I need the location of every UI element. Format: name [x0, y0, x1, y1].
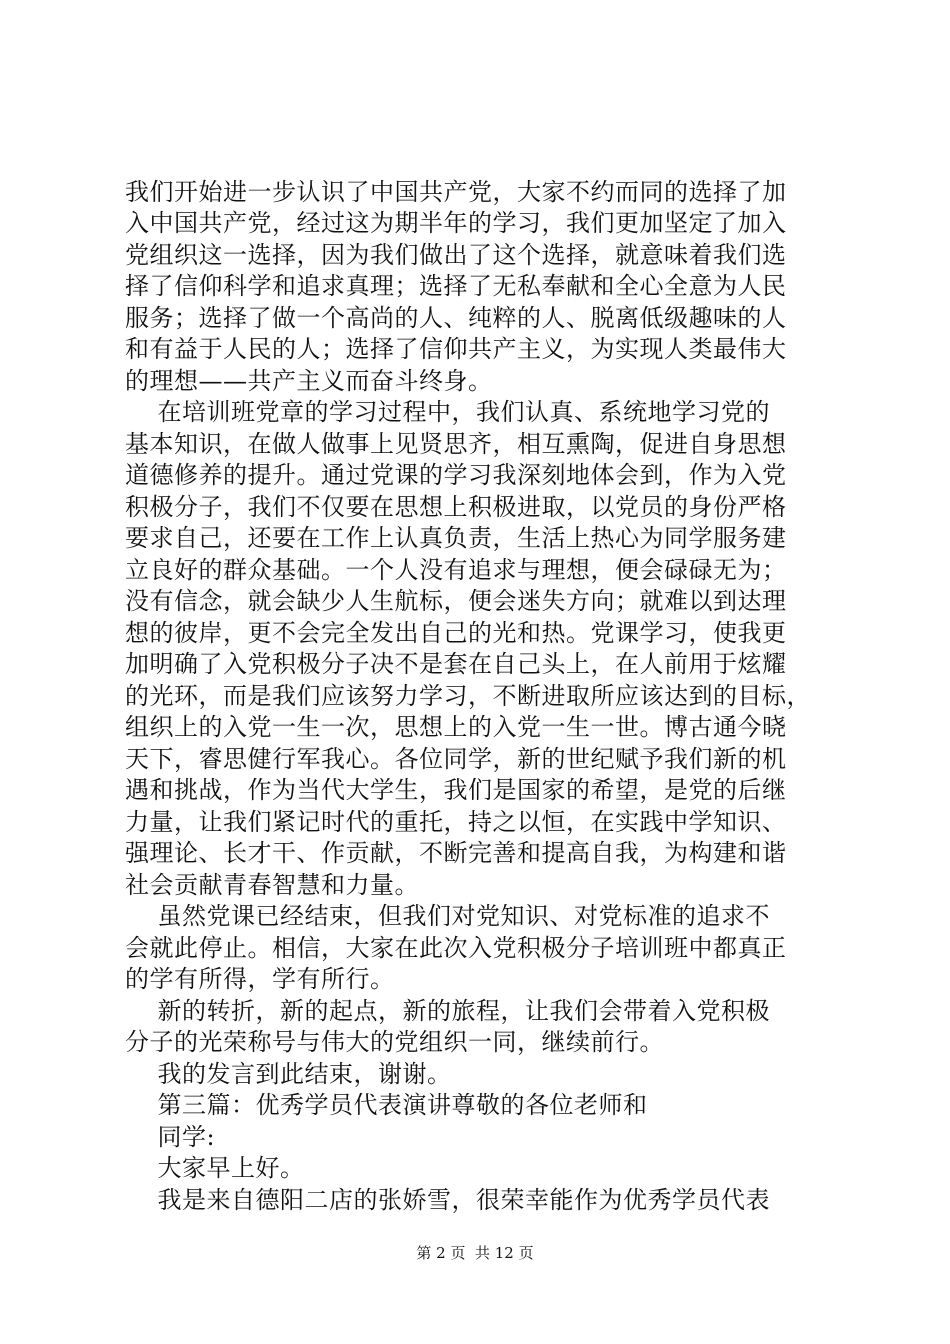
- text-line: 道德修养的提升。通过党课的学习我深刻地体会到，作为入党: [125, 461, 787, 489]
- text-line: 会就此停止。相信，大家在此次入党积极分子培训班中都真正: [125, 934, 787, 962]
- text-line: 要求自己，还要在工作上认真负责，生活上热心为同学服务建: [125, 524, 787, 552]
- text-line: 遇和挑战，作为当代大学生，我们是国家的希望，是党的后继: [125, 776, 787, 804]
- section-heading-line: 第三篇：优秀学员代表演讲尊敬的各位老师和: [125, 1091, 648, 1119]
- page-number-footer: 第 2 页 共 12 页: [416, 1244, 534, 1262]
- paragraph-start-line: 我的发言到此结束，谢谢。: [125, 1060, 452, 1088]
- text-line: 同学:: [125, 1123, 216, 1151]
- paragraph-start-line: 我是来自德阳二店的张娇雪，很荣幸能作为优秀学员代表: [125, 1186, 771, 1214]
- text-line: 的学有所得，学有所行。: [125, 965, 395, 993]
- text-line: 加明确了入党积极分子决不是套在自己头上，在人前用于炫耀: [125, 650, 787, 678]
- text-line: 天下，睿思健行军我心。各位同学，新的世纪赋予我们新的机: [125, 745, 787, 773]
- text-line: 想的彼岸，更不会完全发出自己的光和热。党课学习，使我更: [125, 619, 787, 647]
- text-line: 择了信仰科学和追求真理；选择了无私奉献和全心全意为人民: [125, 272, 787, 300]
- paragraph-start-line: 虽然党课已经结束，但我们对党知识、对党标准的追求不: [125, 902, 771, 930]
- text-line: 和有益于人民的人；选择了信仰共产主义，为实现人类最伟大: [125, 335, 787, 363]
- text-line: 没有信念，就会缺少人生航标，便会迷失方向；就难以到达理: [125, 587, 787, 615]
- text-line: 基本知识，在做人做事上见贤思齐，相互熏陶，促进自身思想: [125, 430, 787, 458]
- paragraph-start-line: 在培训班党章的学习过程中，我们认真、系统地学习党的: [125, 398, 771, 426]
- text-line: 入中国共产党，经过这为期半年的学习，我们更加坚定了加入: [125, 209, 787, 237]
- text-line: 立良好的群众基础。一个人没有追求与理想，便会碌碌无为；: [125, 556, 787, 584]
- text-line: 力量，让我们紧记时代的重托，持之以恒，在实践中学知识、: [125, 808, 787, 836]
- text-line: 党组织这一选择，因为我们做出了这个选择，就意味着我们选: [125, 241, 787, 269]
- text-line: 社会贡献青春智慧和力量。: [125, 871, 419, 899]
- text-line: 的理想——共产主义而奋斗终身。: [125, 367, 493, 395]
- paragraph-start-line: 新的转折，新的起点，新的旅程，让我们会带着入党积极: [125, 997, 771, 1025]
- text-line: 的光环，而是我们应该努力学习，不断进取所应该达到的目标，: [125, 682, 811, 710]
- text-line: 服务；选择了做一个高尚的人、纯粹的人、脱离低级趣味的人: [125, 304, 787, 332]
- text-line: 分子的光荣称号与伟大的党组织一同，继续前行。: [125, 1028, 664, 1056]
- text-line: 强理论、长才干、作贡献，不断完善和提高自我，为构建和谐: [125, 839, 787, 867]
- text-line: 我们开始进一步认识了中国共产党，大家不约而同的选择了加: [125, 178, 787, 206]
- text-line: 组织上的入党一生一次，思想上的入党一生一世。博古通今晓: [125, 713, 787, 741]
- text-line: 积极分子，我们不仅要在思想上积极进取，以党员的身份严格: [125, 493, 787, 521]
- text-line: 大家早上好。: [125, 1154, 305, 1182]
